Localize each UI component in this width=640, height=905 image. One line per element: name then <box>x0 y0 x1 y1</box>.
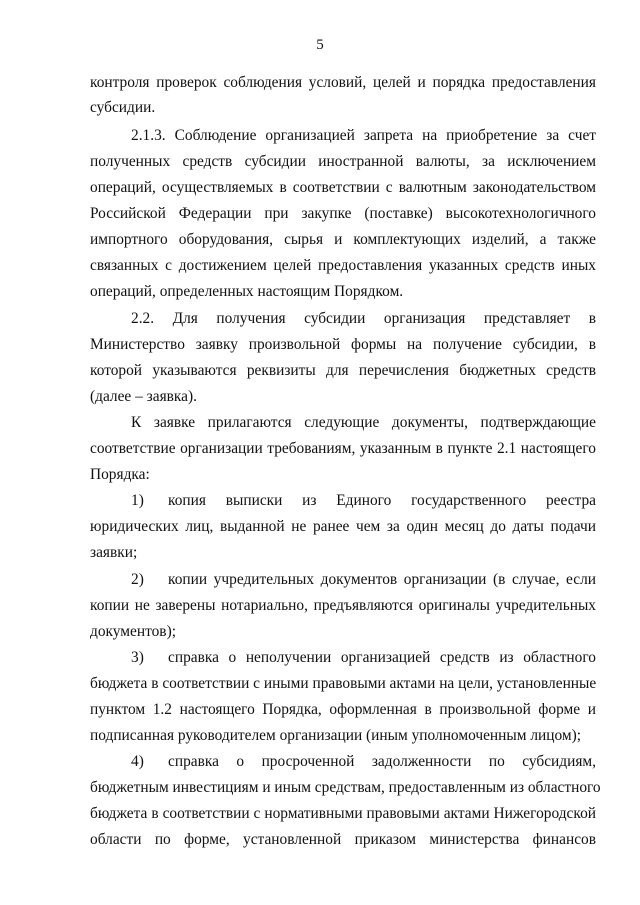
text-line: бюджета в соответствии с иными правовыми актами на цели, установленные <box>90 675 597 692</box>
text-line: (далее – заявка). <box>90 388 197 405</box>
text-line: соответствие организации требованиям, указанным в пункте 2.1 настоящего <box>90 440 596 457</box>
text-line: бюджета в соответствии с нормативными правовыми актами Нижегородской <box>90 805 596 822</box>
text-line: 2.1.3. Соблюдение организацией запрета на приобретение за счет <box>131 127 596 144</box>
text-line: операций, определенных настоящим Порядком. <box>90 283 404 300</box>
text-line: справка о неполучении организацией средств из областного <box>168 649 596 666</box>
text-line: подписанная руководителем организации (иным уполномоченным лицом); <box>90 727 582 744</box>
text-line: К заявке прилагаются следующие документы, подтверждающие <box>131 414 596 431</box>
text-line: справка о просроченной задолженности по субсидиям, <box>168 753 596 770</box>
text-line: документов); <box>90 623 176 640</box>
list-marker: 1) <box>131 492 144 509</box>
text-line: связанных с достижением целей предоставления указанных средств иных <box>90 257 596 274</box>
list-marker: 3) <box>131 649 144 666</box>
text-line: области по форме, установленной приказом министерства финансов <box>90 831 596 848</box>
text-line: субсидии. <box>90 99 156 116</box>
text-line: полученных средств субсидии иностранной валюты, за исключением <box>90 153 596 170</box>
text-line: копии учредительных документов организации (в случае, если <box>168 571 596 588</box>
text-line: контроля проверок соблюдения условий, целей и порядка предоставления <box>90 74 596 91</box>
text-line: Порядка: <box>90 466 150 483</box>
text-line: копии не заверены нотариально, предъявляются оригиналы учредительных <box>90 597 596 614</box>
text-line: Российской Федерации при закупке (поставке) высокотехнологичного <box>90 205 596 222</box>
text-line: 2.2. Для получения субсидии организация представляет в <box>131 310 596 327</box>
text-line: Министерство заявку произвольной формы на получение субсидии, в <box>90 336 596 353</box>
text-line: операций, осуществляемых в соответствии с валютным законодательством <box>90 179 596 196</box>
list-marker: 2) <box>131 571 144 588</box>
text-line: импортного оборудования, сырья и комплектующих изделий, а также <box>90 231 596 248</box>
text-line: которой указываются реквизиты для перечисления бюджетных средств <box>90 362 596 379</box>
text-line: бюджетным инвестициям и иным средствам, предоставленным из областного <box>90 779 601 796</box>
page-number: 5 <box>316 37 324 53</box>
text-line: заявки; <box>90 544 138 561</box>
text-line: пунктом 1.2 настоящего Порядка, оформленная в произвольной форме и <box>90 701 596 718</box>
list-marker: 4) <box>131 753 144 770</box>
text-line: копия выписки из Единого государственного реестра <box>168 492 596 509</box>
text-line: юридических лиц, выданной не ранее чем за один месяц до даты подачи <box>90 518 596 535</box>
